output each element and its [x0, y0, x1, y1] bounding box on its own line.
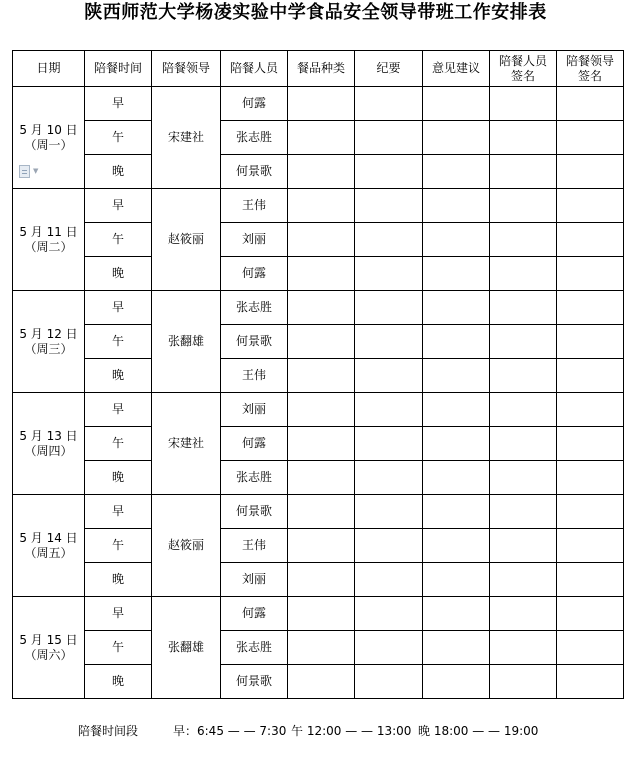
staff-signature-cell[interactable] — [490, 461, 557, 495]
staff-signature-cell[interactable] — [490, 529, 557, 563]
dish-type-cell[interactable] — [288, 665, 355, 699]
staff-signature-cell[interactable] — [490, 563, 557, 597]
date-cell — [13, 291, 85, 393]
suggestions-cell[interactable] — [423, 155, 490, 189]
header-date: 日期 — [13, 51, 85, 87]
minutes-cell[interactable] — [355, 189, 423, 223]
table-row — [13, 529, 624, 563]
staff-cell: 张志胜 — [221, 291, 288, 325]
meal-time-cell: 晚 — [85, 563, 152, 597]
minutes-cell[interactable] — [355, 291, 423, 325]
staff-signature-cell[interactable] — [490, 495, 557, 529]
minutes-cell[interactable] — [355, 631, 423, 665]
staff-cell: 何露 — [221, 257, 288, 291]
date-label: 5 月 14 日 — [19, 530, 78, 545]
staff-cell: 张志胜 — [221, 631, 288, 665]
staff-cell: 何露 — [221, 87, 288, 121]
weekday-label: （周三） — [24, 341, 73, 356]
meal-time-footer — [0, 723, 631, 739]
date-label: 5 月 12 日 — [19, 326, 78, 341]
leader-signature-cell[interactable] — [557, 325, 624, 359]
chevron-down-icon: ▼ — [33, 167, 39, 175]
minutes-cell[interactable] — [355, 495, 423, 529]
leader-signature-cell[interactable] — [557, 631, 624, 665]
dish-type-cell[interactable] — [288, 393, 355, 427]
header-staff-signature: 陪餐人员 签名 — [490, 51, 557, 87]
dish-type-cell[interactable] — [288, 87, 355, 121]
meal-time-cell: 晚 — [85, 257, 152, 291]
leader-signature-cell[interactable] — [557, 189, 624, 223]
date-cell — [13, 189, 85, 291]
date-label: 5 月 11 日 — [19, 224, 78, 239]
suggestions-cell[interactable] — [423, 631, 490, 665]
suggestions-cell[interactable] — [423, 257, 490, 291]
suggestions-cell[interactable] — [423, 121, 490, 155]
footer-dinner: 晚 18:00 — — 19:00 — [418, 724, 539, 738]
date-label: 5 月 10 日 — [19, 122, 78, 137]
minutes-cell[interactable] — [355, 461, 423, 495]
meal-time-cell: 晚 — [85, 665, 152, 699]
weekday-label: （周六） — [24, 647, 73, 662]
meal-time-cell: 午 — [85, 631, 152, 665]
suggestions-cell[interactable] — [423, 461, 490, 495]
minutes-cell[interactable] — [355, 529, 423, 563]
staff-cell: 何露 — [221, 597, 288, 631]
minutes-cell[interactable] — [355, 223, 423, 257]
header-dish-type: 餐品种类 — [288, 51, 355, 87]
suggestions-cell[interactable] — [423, 597, 490, 631]
header-row — [13, 51, 624, 87]
dish-type-cell[interactable] — [288, 495, 355, 529]
table-row — [13, 597, 624, 631]
date-cell — [13, 495, 85, 597]
leader-signature-cell[interactable] — [557, 427, 624, 461]
suggestions-cell[interactable] — [423, 427, 490, 461]
dish-type-cell[interactable] — [288, 597, 355, 631]
weekday-label: （周五） — [24, 545, 73, 560]
meal-time-cell: 晚 — [85, 155, 152, 189]
minutes-cell[interactable] — [355, 393, 423, 427]
staff-signature-cell[interactable] — [490, 665, 557, 699]
dish-type-cell[interactable] — [288, 631, 355, 665]
dish-type-cell[interactable] — [288, 291, 355, 325]
table-row — [13, 393, 624, 427]
suggestions-cell[interactable] — [423, 393, 490, 427]
meal-time-cell: 早 — [85, 495, 152, 529]
staff-signature-cell[interactable] — [490, 359, 557, 393]
staff-cell: 刘丽 — [221, 563, 288, 597]
minutes-cell[interactable] — [355, 121, 423, 155]
table-row — [13, 325, 624, 359]
minutes-cell[interactable] — [355, 155, 423, 189]
meal-time-cell: 晚 — [85, 461, 152, 495]
staff-cell: 刘丽 — [221, 393, 288, 427]
suggestions-cell[interactable] — [423, 325, 490, 359]
minutes-cell[interactable] — [355, 359, 423, 393]
minutes-cell[interactable] — [355, 597, 423, 631]
suggestions-cell[interactable] — [423, 495, 490, 529]
meal-time-cell: 午 — [85, 529, 152, 563]
minutes-cell[interactable] — [355, 325, 423, 359]
leader-signature-cell[interactable] — [557, 563, 624, 597]
minutes-cell[interactable] — [355, 665, 423, 699]
staff-cell: 刘丽 — [221, 223, 288, 257]
minutes-cell[interactable] — [355, 257, 423, 291]
date-label: 5 月 15 日 — [19, 632, 78, 647]
staff-cell: 何景歌 — [221, 155, 288, 189]
dish-type-cell[interactable] — [288, 529, 355, 563]
leader-signature-cell[interactable] — [557, 597, 624, 631]
table-row — [13, 257, 624, 291]
meal-time-cell: 早 — [85, 87, 152, 121]
staff-signature-cell[interactable] — [490, 223, 557, 257]
leader-cell: 张翻雄 — [152, 597, 221, 699]
dish-type-cell[interactable] — [288, 121, 355, 155]
leader-signature-cell[interactable] — [557, 121, 624, 155]
footer-label: 陪餐时间段 — [78, 724, 139, 738]
suggestions-cell[interactable] — [423, 563, 490, 597]
leader-signature-cell[interactable] — [557, 257, 624, 291]
table-row — [13, 87, 624, 121]
staff-signature-cell[interactable] — [490, 189, 557, 223]
weekday-label: （周四） — [24, 443, 73, 458]
leader-cell: 张翻雄 — [152, 291, 221, 393]
staff-signature-cell[interactable] — [490, 87, 557, 121]
leader-cell: 宋建社 — [152, 87, 221, 189]
meal-time-cell: 早 — [85, 291, 152, 325]
suggestions-cell[interactable] — [423, 665, 490, 699]
meal-time-cell: 晚 — [85, 359, 152, 393]
table-row — [13, 359, 624, 393]
dish-type-cell[interactable] — [288, 563, 355, 597]
meal-time-cell: 早 — [85, 393, 152, 427]
meal-time-cell: 早 — [85, 597, 152, 631]
staff-signature-cell[interactable] — [490, 257, 557, 291]
table-row — [13, 665, 624, 699]
schedule-table — [12, 50, 624, 699]
staff-cell: 何景歌 — [221, 495, 288, 529]
suggestions-cell[interactable] — [423, 87, 490, 121]
leader-signature-cell[interactable] — [557, 665, 624, 699]
leader-signature-cell[interactable] — [557, 359, 624, 393]
table-row — [13, 427, 624, 461]
suggestions-cell[interactable] — [423, 529, 490, 563]
staff-signature-cell[interactable] — [490, 155, 557, 189]
leader-signature-cell[interactable] — [557, 155, 624, 189]
suggestions-cell[interactable] — [423, 223, 490, 257]
staff-signature-cell[interactable] — [490, 393, 557, 427]
table-row — [13, 563, 624, 597]
minutes-cell[interactable] — [355, 563, 423, 597]
weekday-label: （周一） — [24, 137, 73, 152]
dish-type-cell[interactable] — [288, 257, 355, 291]
staff-signature-cell[interactable] — [490, 597, 557, 631]
leader-cell: 赵筱丽 — [152, 495, 221, 597]
staff-signature-cell[interactable] — [490, 427, 557, 461]
minutes-cell[interactable] — [355, 87, 423, 121]
leader-cell: 宋建社 — [152, 393, 221, 495]
staff-signature-cell[interactable] — [490, 121, 557, 155]
header-leader-signature: 陪餐领导 签名 — [557, 51, 624, 87]
meal-time-cell: 早 — [85, 189, 152, 223]
suggestions-cell[interactable] — [423, 189, 490, 223]
table-row — [13, 155, 624, 189]
paste-options-icon[interactable] — [19, 165, 38, 178]
meal-time-cell: 午 — [85, 325, 152, 359]
staff-signature-cell[interactable] — [490, 631, 557, 665]
meal-time-cell: 午 — [85, 427, 152, 461]
dish-type-cell[interactable] — [288, 325, 355, 359]
footer-lunch: 午 12:00 — — 13:00 — [291, 724, 412, 738]
leader-signature-cell[interactable] — [557, 223, 624, 257]
staff-cell: 王伟 — [221, 359, 288, 393]
meal-time-cell: 午 — [85, 121, 152, 155]
table-row — [13, 291, 624, 325]
table-row — [13, 495, 624, 529]
table-row — [13, 121, 624, 155]
staff-signature-cell[interactable] — [490, 291, 557, 325]
table-row — [13, 461, 624, 495]
dish-type-cell[interactable] — [288, 461, 355, 495]
leader-cell: 赵筱丽 — [152, 189, 221, 291]
staff-cell: 何景歌 — [221, 325, 288, 359]
header-staff: 陪餐人员 — [221, 51, 288, 87]
dish-type-cell[interactable] — [288, 189, 355, 223]
leader-signature-cell[interactable] — [557, 529, 624, 563]
document-icon — [19, 165, 30, 178]
table-row — [13, 189, 624, 223]
footer-breakfast: 早：6:45 — — 7:30 — [173, 724, 287, 738]
leader-signature-cell[interactable] — [557, 461, 624, 495]
dish-type-cell[interactable] — [288, 359, 355, 393]
date-cell — [13, 87, 85, 189]
leader-signature-cell[interactable] — [557, 393, 624, 427]
staff-cell: 张志胜 — [221, 121, 288, 155]
meal-time-cell: 午 — [85, 223, 152, 257]
suggestions-cell[interactable] — [423, 291, 490, 325]
staff-signature-cell[interactable] — [490, 325, 557, 359]
table-row — [13, 223, 624, 257]
weekday-label: （周二） — [24, 239, 73, 254]
dish-type-cell[interactable] — [288, 427, 355, 461]
dish-type-cell[interactable] — [288, 155, 355, 189]
staff-cell: 张志胜 — [221, 461, 288, 495]
staff-cell: 王伟 — [221, 529, 288, 563]
staff-cell: 王伟 — [221, 189, 288, 223]
leader-signature-cell[interactable] — [557, 495, 624, 529]
page-title: 陕西师范大学杨凌实验中学食品安全领导带班工作安排表 — [84, 2, 547, 23]
minutes-cell[interactable] — [355, 427, 423, 461]
staff-cell: 何景歌 — [221, 665, 288, 699]
suggestions-cell[interactable] — [423, 359, 490, 393]
dish-type-cell[interactable] — [288, 223, 355, 257]
leader-signature-cell[interactable] — [557, 87, 624, 121]
date-cell — [13, 393, 85, 495]
header-suggestions: 意见建议 — [423, 51, 490, 87]
table-row — [13, 631, 624, 665]
date-cell — [13, 597, 85, 699]
leader-signature-cell[interactable] — [557, 291, 624, 325]
header-minutes: 纪要 — [355, 51, 423, 87]
date-label: 5 月 13 日 — [19, 428, 78, 443]
header-leader: 陪餐领导 — [152, 51, 221, 87]
header-meal-time: 陪餐时间 — [85, 51, 152, 87]
staff-cell: 何露 — [221, 427, 288, 461]
